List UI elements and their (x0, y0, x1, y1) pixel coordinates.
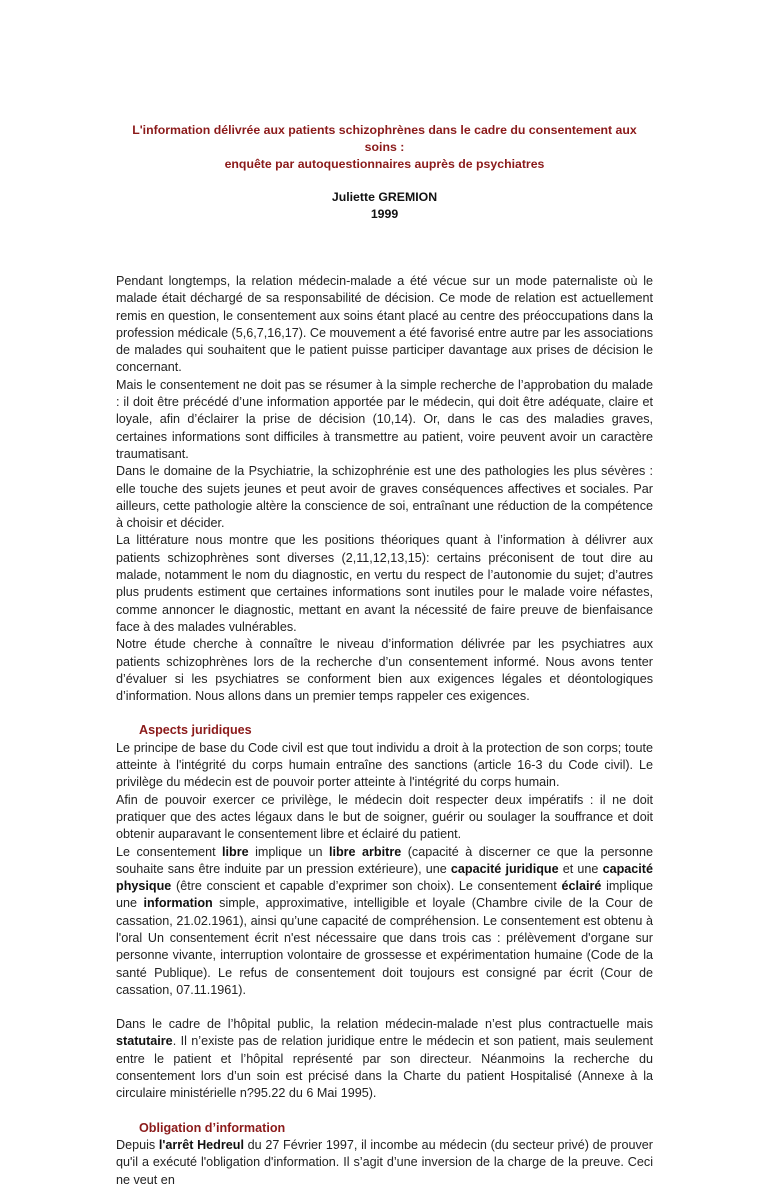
publication-year: 1999 (370, 207, 399, 221)
bold-term: libre arbitre (328, 844, 402, 859)
body-paragraph: Le principe de base du Code civil est que tout individu a droit à la protection de son corps; toute atteinte à l'intégrité du corps humain entraîne des sanctions (article 16-3 du Code civil). Le privilège du médecin est de pouvoir porter atteinte à l'intégrité du corps humain. (116, 740, 653, 790)
text-run: Le consentement (116, 844, 223, 859)
bold-term: capacité physique (116, 861, 653, 894)
document-page (116, 122, 653, 1189)
title-line-2: enquête par autoquestionnaires auprès de psychiatres (224, 157, 545, 171)
body-paragraph (116, 1016, 653, 1102)
body-paragraph (116, 1137, 653, 1189)
text-run: du 27 Février 1997, il incombe au médecin (du secteur privé) de prouver qu'il a exécuté l'obligation d'information. Il s’agit d’une inversion de la charge de la preuve. Ceci ne veut en (116, 1137, 654, 1187)
intro-paragraph: Notre étude cherche à connaître le niveau d’information délivrée par les psychiatres aux patients schizophrènes lors de la recherche d’un consentement informé. Nous avons tenter d’évaluer si les psychiatres se conforment bien aux exigences légales et déontologiques d’information. Nous allons dans un premier temps rappeler ces exigences. (116, 637, 653, 704)
bold-term: éclairé (561, 879, 602, 894)
text-run: . Il n’existe pas de relation juridique entre le médecin et son patient, mais seulement entre le patient et l’hôpital représenté par son directeur. Néanmoins la recherche du consentement lors d’un soin est précisé dans la Charte du patient Hospitalisé (Annexe à la circulaire ministérielle n?95.22 du 6 Mai 1995). (116, 1034, 653, 1101)
title-line-1: L'information délivrée aux patients schizophrènes dans le cadre du consentement aux soins : (132, 123, 637, 154)
section-heading: Obligation d’information (139, 1120, 286, 1135)
intro-paragraph: Mais le consentement ne doit pas se résumer à la simple recherche de l’approbation du malade : il doit être précédé d’une information apportée par le médecin, qui doit être adéquate, claire et loyale, afin d’éclairer la prise de décision (10,14). Or, dans le cas des maladies graves, certaines informations sont difficiles à transmettre au patient, voire peuvent avoir un caractère traumatisant. (116, 377, 653, 461)
section-heading: Aspects juridiques (139, 723, 252, 738)
bold-term: information (143, 896, 213, 911)
text-run: (capacité à discerner ce que la personne souhaite sans être induite par un pression extérieure), une (116, 844, 654, 876)
body-paragraph (116, 844, 653, 1000)
text-run: implique une (116, 879, 653, 911)
bold-term: l'arrêt Hedreul (158, 1137, 244, 1152)
text-run: simple, approximative, intelligible et loyale (Chambre civile de la Cour de cassation, 21.02.1961), ainsi qu’une capacité de compréhension. Le consentement est obtenu à l'oral Un consentement écrit n'est nécessaire que dans trois cas : prélèvement d'organe sur personne vivante, interruption volontaire de grossesse et expérimentation humaine (Code de la santé Publique). Le refus de consentement doit toujours est consigné par écrit (Cour de cassation, 07.11.1961). (116, 896, 654, 997)
section-aspects-juridiques (116, 722, 653, 1102)
text-run: Depuis (116, 1137, 159, 1152)
section-obligation-information (116, 1120, 653, 1189)
intro-paragraph: Pendant longtemps, la relation médecin-malade a été vécue sur un mode paternaliste où le malade était déchargé de sa responsabilité de décision. Ce mode de relation est actuellement remis en question, le consentement aux soins étant placé au centre des préoccupations dans la profession médicale (5,6,7,16,17). Ce mouvement a été favorisé entre autre par les associations de malades qui souhaitent que le patient puisse participer davantage aux prises de décision le concernant. (116, 274, 653, 375)
introduction (116, 273, 653, 705)
text-run: et une (558, 861, 603, 876)
text-run: (être conscient et capable d’exprimer son choix). Le consentement (171, 879, 562, 894)
intro-paragraph: La littérature nous montre que les positions théoriques quant à l’information à délivrer aux patients schizophrènes sont diverses (2,11,12,13,15): certains préconisent de tout dire au malade, notamment le nom du diagnostic, en vertu du respect de l’autonomie du sujet; d’autres plus prudents estiment que certaines informations sont inutiles pour le malade voire néfastes, comme annoncer le diagnostic, mettant en avant la nécessité de faire preuve de bienfaisance face à des malades vulnérables. (116, 533, 653, 634)
intro-paragraph: Dans le domaine de la Psychiatrie, la schizophrénie est une des pathologies les plus sévères : elle touche des sujets jeunes et peut avoir de graves conséquences affectives et sociales. Par ailleurs, cette pathologie altère la conscience de soi, entraînant une réduction de la compétence à choisir et décider. (116, 464, 653, 531)
bold-term: statutaire (116, 1034, 173, 1049)
text-run: Dans le cadre de l’hôpital public, la relation médecin-malade n’est plus contractuelle mais (116, 1017, 653, 1032)
text-run: implique un (248, 844, 329, 859)
author-name: Juliette GREMION (331, 190, 438, 204)
author-block (116, 189, 653, 223)
bold-term: capacité juridique (450, 861, 559, 876)
body-paragraph: Afin de pouvoir exercer ce privilège, le médecin doit respecter deux impératifs : il ne doit pratiquer que des actes légaux dans le but de soigner, guérir ou soulager la souffrance et doit obtenir auparavant le consentement libre et éclairé du patient. (116, 792, 653, 842)
bold-term: libre (222, 844, 249, 859)
document-title (116, 122, 653, 173)
